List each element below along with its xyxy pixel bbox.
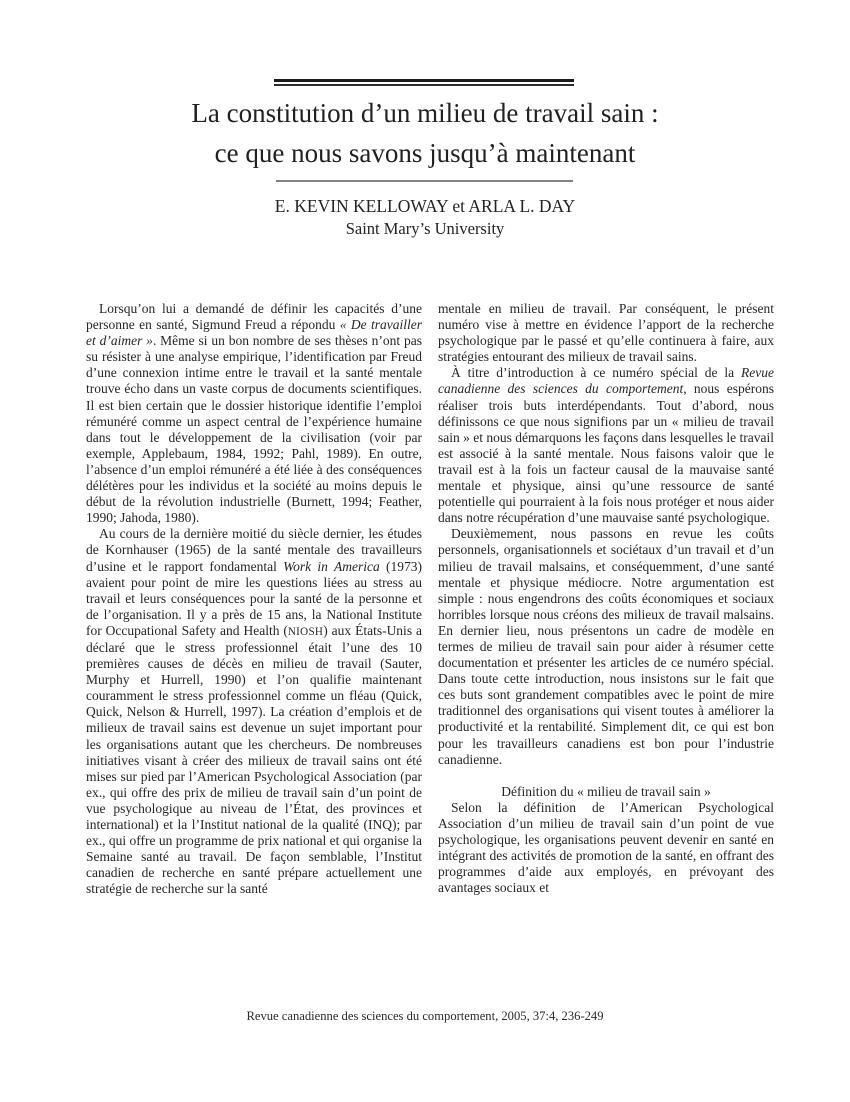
authors-line: E. KEVIN KELLOWAY et ARLA L. DAY (274, 196, 576, 216)
paragraph: Lorsqu’on lui a demandé de définir les capacités d’une personne en santé, Sigmund Freud a répondu « De travailler et d’aimer ». Même si un bon nombre de ses thèses n’ont pas su résister à une analyse empirique, l’identification par Freud d’une connexion intime entre le travail et la santé mentale trouve écho dans un vaste corpus de documents scientifiques. Il est bien certain que le dossier historique identifie l’emploi rémunéré comme un aspect central de l’expérience humaine dans tout le développement de la civilisation (voir par exemple, Applebaum, 1984, 1992; Pahl, 1989). En outre, l’absence d’un emploi rémunéré a été liée à des conséquences délétères pour les individus et la société au moins depuis le début de la révolution industrielle (Burnett, 1994; Feather, 1990; Jahoda, 1980). (86, 301, 422, 526)
paragraph: À titre d’introduction à ce numéro spécial de la Revue canadienne des sciences du comportement, nous espérons réaliser trois buts interdépendants. Tout d’abord, nous définissons ce que nous signifions par un « milieu de travail sain » et nous démarquons les façons dans lesquelles le travail est associé à la santé mentale. Nous faisons valoir que le travail est à la fois un facteur causal de la mauvaise santé mentale et physique, ainsi qu’une ressource de santé potentielle qui pourraient à la fois nous protéger et nous aider dans notre récupération d’une mauvaise santé psychologique. (438, 365, 774, 526)
page-title (0, 93, 850, 173)
paragraph: Au cours de la dernière moitié du siècle dernier, les études de Kornhauser (1965) de la santé mentale des travailleurs d’usine et le rapport fondamental Work in America (1973) avaient pour point de mire les questions liées au stress au travail et leurs conséquences pour la santé de la personne et de l’organisation. Il y a près de 15 ans, la National Institute for Occupational Safety and Health (NIOSH) aux États-Unis a déclaré que le stress professionnel était l’une des 10 premières causes de décès en milieu de travail (Sauter, Murphy et Hurrell, 1990) et l’on qualifie maintenant couramment le stress professionnel comme un fléau (Quick, Quick, Nelson & Hurrell, 1997). La création d’emplois et de milieux de travail sains est devenue un sujet important pour les organisations autant que les chercheurs. De nombreuses initiatives visant à créer des milieux de travail sains ont été mises sur pied par l’American Psychological Association (par ex., qui offre des prix de milieu de travail sain d’un point de vue psychologique au niveau de l’État, des provinces et international) et la l’Institut national de la qualité (INQ); par ex., qui offre un programme de prix national et qui organise la Semaine santé au travail. De façon semblable, l’Institut canadien de recherche en santé prépare actuellement une stratégie de recherche sur la santé (86, 526, 422, 897)
paragraph: Selon la définition de l’American Psychological Association d’un milieu de travail sain d’un point de vue psychologique, les organisations peuvent devenir en santé en intégrant des activités de promotion de la santé, en offrant des programmes d’aide aux employés, en prévoyant des avantages sociaux et (438, 799, 774, 896)
section-heading: Définition du « milieu de travail sain » (501, 783, 711, 799)
affiliation-line: Saint Mary’s University (345, 219, 505, 238)
footer-citation: Revue canadienne des sciences du comportement, 2005, 37:4, 236-249 (246, 1009, 604, 1023)
paragraph: mentale en milieu de travail. Par conséquent, le présent numéro vise à mettre en évidence l’apport de la recherche psychologique par le passé et qu’elle continuera à faire, aux stratégies entourant des milieux de travail sains. (438, 301, 774, 365)
paragraph: Deuxièmement, nous passons en revue les coûts personnels, organisationnels et sociétaux d’un travail et d’un milieu de travail malsains, et conséquemment, d’une santé mentale et physique médiocre. Notre argumentation est simple : nous engendrons des coûts économiques et sociaux horribles lorsque nous créons des milieux de travail malsains. En dernier lieu, nous présentons un cadre de modèle en termes de milieu de travail sain pour aider à résumer cette documentation et présenter les articles de ce numéro spécial. Dans toute cette introduction, nous insistons sur le fait que ces buts sont grandement compatibles avec le point de mire traditionnel des organisations qui visent toutes à améliorer la productivité et la rentabilité. Simplement dit, ce qui est bon pour les travailleurs canadiens est bon pour l’industrie canadienne. (438, 526, 774, 767)
left-column (86, 301, 422, 897)
double-rule-divider (274, 79, 574, 86)
article-body (86, 301, 774, 897)
page-title-line2: ce que nous savons jusqu’à maintenant (214, 138, 636, 168)
right-column (438, 301, 774, 897)
title-rule-divider (276, 180, 573, 182)
page-title-line1: La constitution d’un milieu de travail sain : (191, 98, 659, 128)
